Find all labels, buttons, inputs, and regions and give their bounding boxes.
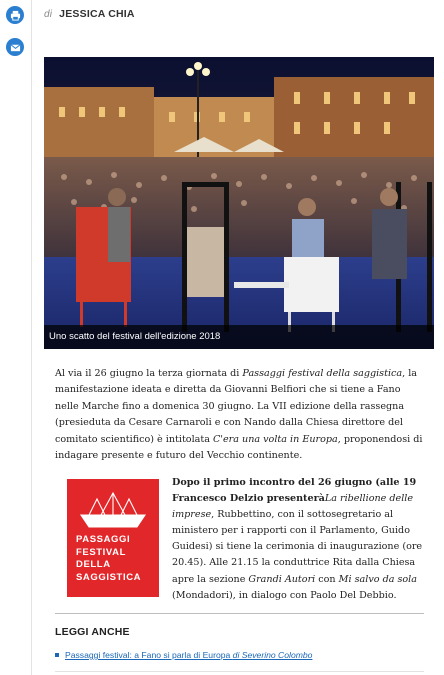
logo-line-2: FESTIVAL — [76, 546, 127, 558]
related-title: LEGGI ANCHE — [55, 626, 130, 638]
lead-edition-title: C'era una volta in Europa — [213, 433, 338, 445]
byline-prefix: di — [44, 9, 53, 20]
email-share-button[interactable] — [6, 38, 24, 56]
book-title-2: Mi salvo da sola — [338, 573, 417, 585]
logo-line-1: PASSAGGI — [76, 534, 131, 545]
paragraph-bold-intro: Dopo il primo incontro del 26 giugno (alle 19 Francesco Delzio presenterà — [172, 477, 417, 505]
envelope-icon — [10, 42, 21, 53]
paper-boat-icon — [67, 485, 159, 535]
section-name: Grandi Autori — [248, 573, 316, 585]
related-link-text: Passaggi festival: a Fano si parla di Europa — [65, 650, 233, 660]
lead-text-1: Al via il 26 giugno la terza giornata di — [55, 368, 243, 379]
bottom-divider — [55, 671, 424, 672]
logo-text — [76, 534, 141, 584]
related-article-link[interactable] — [65, 650, 312, 660]
section-divider — [55, 613, 424, 614]
logo-line-4: SAGGISTICA — [76, 571, 142, 583]
paragraph-text-2: con — [315, 573, 339, 585]
related-link-author: di Severino Colombo — [232, 650, 313, 660]
author-name[interactable]: JESSICA CHIA — [59, 8, 135, 20]
related-list-item — [55, 650, 312, 660]
paragraph-text-3: (Mondadori), in dialogo con Paolo Del Debbio. — [172, 589, 397, 601]
book-title-1: La ribellione delle imprese — [172, 493, 414, 521]
byline — [44, 8, 135, 20]
share-rail — [0, 0, 32, 675]
article-photo — [44, 57, 434, 349]
logo-line-3: DELLA — [76, 559, 111, 571]
lead-text-2: , la manifestazione ideata e diretta da Giovanni Belfiori che si tiene a Fano nelle Marche fino a domenica 30 giugno. La VII edizione della rassegna (presieduta da Cesare Carnaroli e con Nando dalla Chiesa direttore del comitato scientifico) è intitolata — [55, 368, 418, 445]
passaggi-festival-logo — [67, 479, 159, 597]
bullet-icon — [55, 653, 59, 657]
photo-caption: Uno scatto del festival dell'edizione 2018 — [44, 325, 434, 349]
printer-icon — [10, 10, 21, 21]
article-paragraph-2 — [172, 475, 430, 604]
lead-festival-name: Passaggi festival della saggistica — [242, 368, 403, 379]
festival-stage-image — [44, 57, 434, 349]
lead-text-3: , proponendosi di indagare presente e futuro del Vecchio continente. — [55, 433, 423, 462]
print-button[interactable] — [6, 6, 24, 24]
paragraph-text-1: , Rubbettino, con il sottosegretario al ministero per i rapporti con il Parlamento, Guido Guidesi) si tiene la cerimonia di inaugurazione (ore 20.45). Alle 21.15 la conduttrice Rita dalla Chiesa apre la sezione — [172, 509, 423, 585]
article-lead-paragraph — [55, 366, 425, 464]
